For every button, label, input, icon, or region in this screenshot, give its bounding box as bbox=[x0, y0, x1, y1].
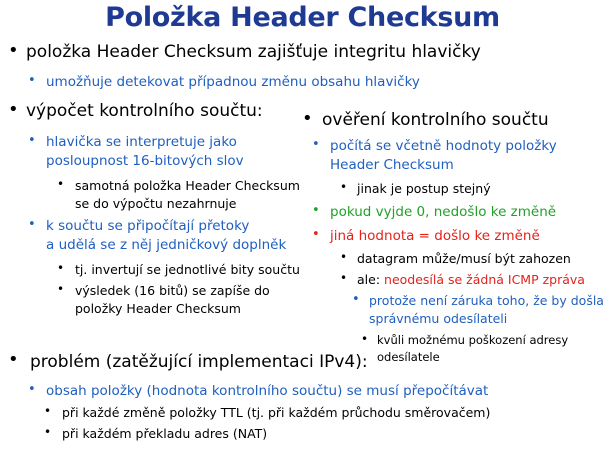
bullet-includes-value-a: počítá se včetně hodnoty položky bbox=[330, 138, 557, 154]
bullet-icon: • bbox=[44, 425, 52, 439]
bullet-icon: • bbox=[312, 227, 320, 242]
bullet-icon: • bbox=[340, 250, 348, 264]
bullet-header-checksum-integrity: položka Header Checksum zajišťuje integritu hlavičky bbox=[26, 42, 481, 62]
bullet-datagram-dropped: datagram může/musí být zahozen bbox=[357, 251, 571, 266]
bullet-icon: • bbox=[44, 404, 52, 418]
bullet-icon: • bbox=[312, 203, 320, 218]
bullet-checksum-calc: výpočet kontrolního součtu: bbox=[26, 101, 263, 121]
bullet-result-b: položky Header Checksum bbox=[75, 301, 241, 316]
bullet-checksum-verify: ověření kontrolního součtu bbox=[322, 110, 549, 130]
bullet-icon: • bbox=[8, 40, 19, 61]
bullet-icon: • bbox=[57, 261, 65, 275]
bullet-includes-value-b: Header Checksum bbox=[330, 157, 454, 173]
bullet-icon: • bbox=[28, 73, 36, 88]
bullet-icon: • bbox=[8, 99, 19, 120]
bullet-recalculate: obsah položky (hodnota kontrolního součtu) se musí přepočítávat bbox=[46, 383, 489, 399]
bullet-detect-change: umožňuje detekovat případnou změnu obsahu hlavičky bbox=[46, 74, 420, 90]
bullet-icon: • bbox=[57, 177, 65, 191]
bullet-icon: • bbox=[28, 217, 36, 232]
bullet-icon: • bbox=[361, 332, 369, 346]
bullet-icon: • bbox=[28, 382, 36, 397]
bullet-icon: • bbox=[57, 282, 65, 296]
bullet-no-guarantee-b: správnému odesílateli bbox=[369, 311, 508, 326]
bullet-overflows-b: a udělá se z něj jedničkový doplněk bbox=[46, 237, 287, 253]
bullet-icon: • bbox=[340, 271, 348, 285]
bullet-invert-bits: tj. invertují se jednotlivé bity součtu bbox=[75, 262, 300, 277]
bullet-damaged-address-b: odesílatele bbox=[377, 350, 440, 364]
bullet-icon: • bbox=[340, 180, 348, 194]
bullet-icon: • bbox=[28, 133, 36, 148]
bullet-damaged-address-a: kvůli možnému poškození adresy bbox=[377, 333, 569, 347]
bullet-icon: • bbox=[352, 292, 360, 307]
bullet-no-icmp bbox=[357, 272, 585, 287]
bullet-ttl-change: při každé změně položky TTL (tj. při každém průchodu směrovačem) bbox=[62, 405, 491, 420]
no-icmp-prefix: ale: bbox=[357, 272, 385, 287]
bullet-header-interpreted-b: posloupnost 16-bitových slov bbox=[46, 153, 244, 169]
bullet-zero-no-change: pokud vyjde 0, nedošlo ke změně bbox=[330, 204, 557, 220]
bullet-checksum-excluded-a: samotná položka Header Checksum bbox=[75, 178, 300, 193]
bullet-problem: problém (zatěžující implementaci IPv4): bbox=[30, 352, 368, 372]
bullet-icon: • bbox=[302, 108, 313, 129]
no-icmp-warning: neodesílá se žádná ICMP zpráva bbox=[384, 272, 585, 287]
page-title: Položka Header Checksum bbox=[105, 2, 500, 33]
bullet-icon: • bbox=[8, 349, 19, 370]
bullet-nat: při každém překladu adres (NAT) bbox=[62, 426, 268, 441]
bullet-icon: • bbox=[312, 137, 320, 152]
bullet-header-interpreted-a: hlavička se interpretuje jako bbox=[46, 134, 237, 150]
bullet-result-a: výsledek (16 bitů) se zapíše do bbox=[75, 283, 270, 298]
bullet-otherwise-same: jinak je postup stejný bbox=[357, 181, 491, 196]
bullet-other-changed: jiná hodnota = došlo ke změně bbox=[330, 228, 540, 244]
bullet-no-guarantee-a: protože není záruka toho, že by došla bbox=[369, 293, 604, 308]
bullet-checksum-excluded-b: se do výpočtu nezahrnuje bbox=[75, 196, 237, 211]
bullet-overflows-a: k součtu se připočítají přetoky bbox=[46, 218, 250, 234]
